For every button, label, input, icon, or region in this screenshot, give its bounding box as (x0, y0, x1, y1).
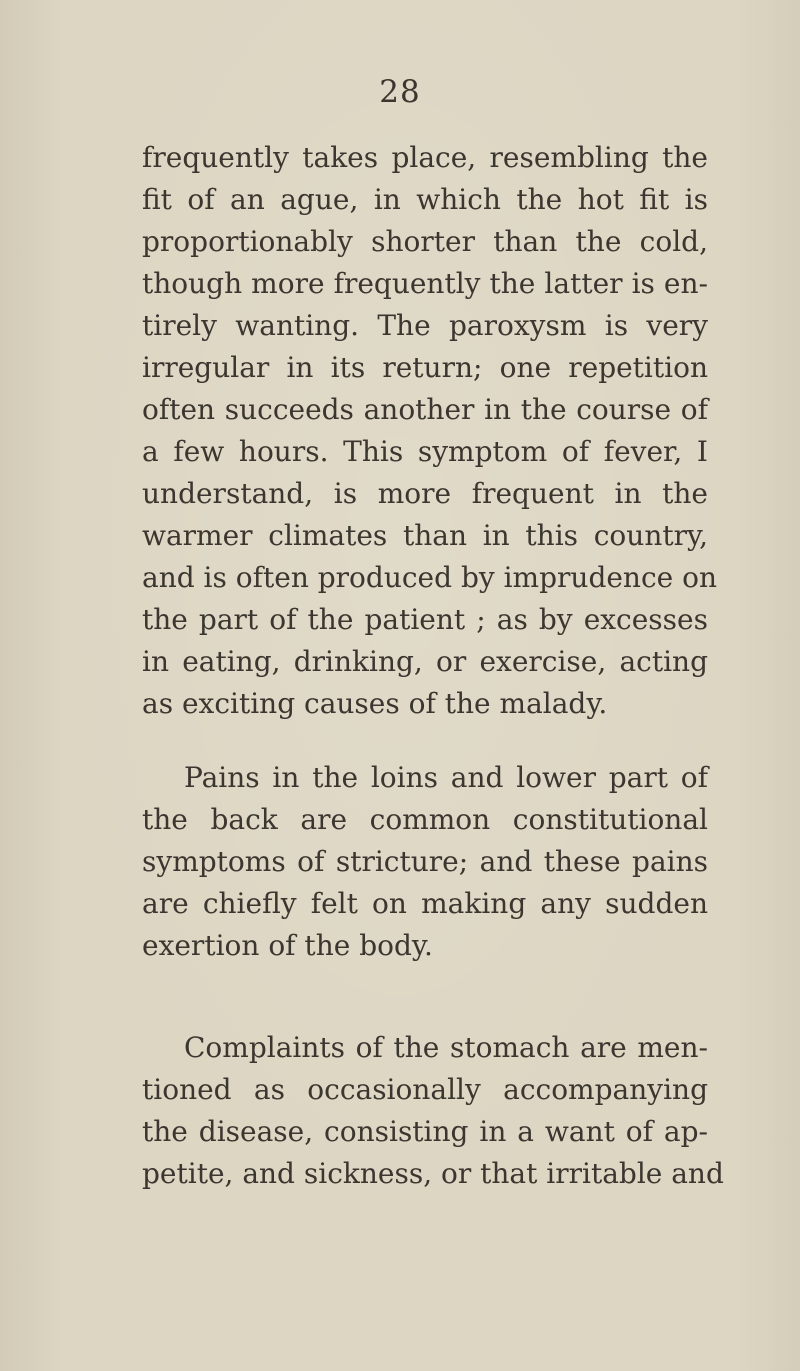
page-number: 28 (379, 74, 421, 110)
text-line: irregular in its return; one repetition (142, 351, 708, 384)
text-line: tioned as occasionally accompanying (142, 1073, 708, 1106)
paragraph-fever-symptoms (142, 137, 718, 725)
text-line: a few hours. This symptom of fever, I (142, 435, 708, 468)
text-line: the back are common constitutional (142, 803, 708, 836)
text-line: Complaints of the stomach are men- (184, 1031, 708, 1064)
text-line: exertion of the body. (142, 929, 433, 962)
text-line: proportionably shorter than the cold, (142, 225, 708, 258)
text-line: understand, is more frequent in the (142, 477, 708, 510)
text-line: as exciting causes of the malady. (142, 687, 608, 720)
paragraph-stomach-complaints (142, 1027, 724, 1195)
text-line: though more frequently the latter is en- (142, 267, 708, 300)
paragraph-pains-in-loins (142, 757, 708, 967)
text-line: in eating, drinking, or exercise, acting (142, 645, 708, 678)
text-line: are chiefly felt on making any sudden (142, 887, 708, 920)
text-line: and is often produced by imprudence on (142, 561, 718, 594)
text-line: symptoms of stricture; and these pains (142, 845, 708, 878)
text-line: tirely wanting. The paroxysm is very (142, 309, 708, 342)
text-line: warmer climates than in this country, (142, 519, 708, 552)
text-line: often succeeds another in the course of (142, 393, 708, 426)
text-line: the disease, consisting in a want of ap- (142, 1115, 708, 1148)
text-line: the part of the patient ; as by excesses (142, 603, 708, 636)
text-line: fit of an ague, in which the hot fit is (142, 183, 708, 216)
text-line: frequently takes place, resembling the (142, 141, 708, 174)
text-line: Pains in the loins and lower part of (184, 761, 708, 794)
text-line: petite, and sickness, or that irritable and (142, 1157, 724, 1190)
